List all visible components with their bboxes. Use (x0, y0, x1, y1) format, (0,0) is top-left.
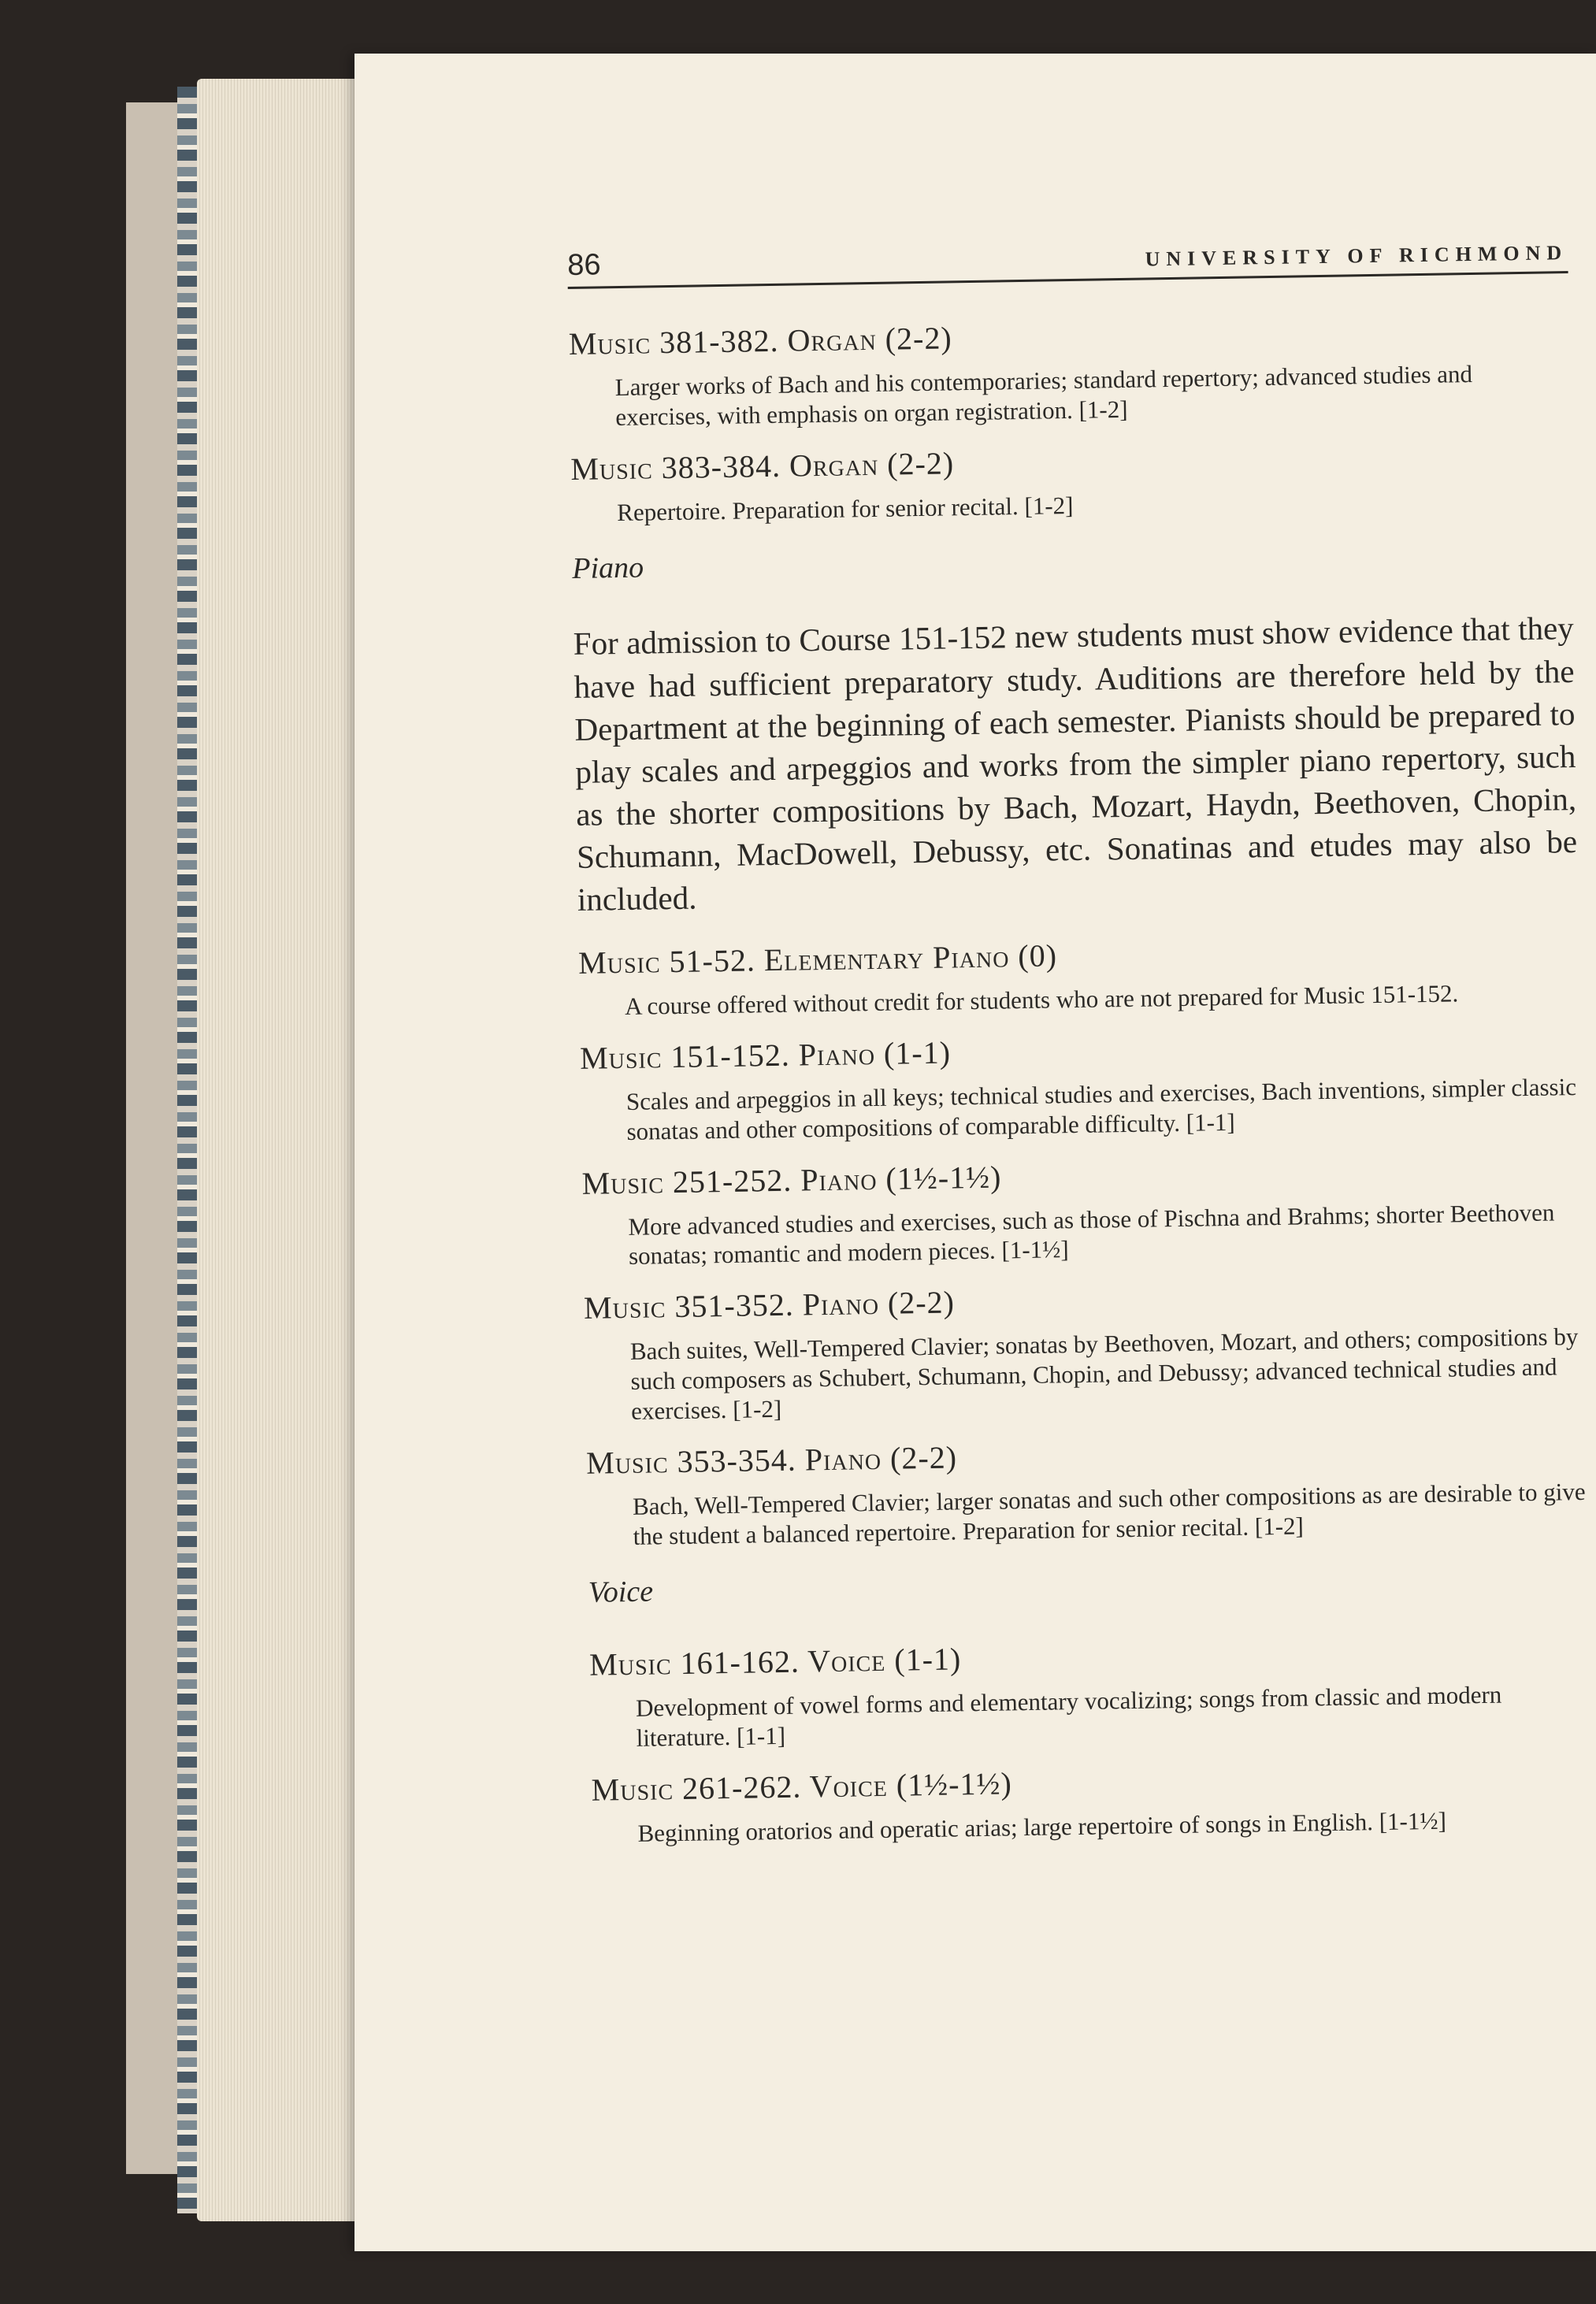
section-heading-voice: Voice (588, 1575, 654, 1610)
course-entry (570, 435, 1572, 529)
course-title: Music 251-252. Piano (1½-1½) (581, 1159, 1002, 1201)
course-description: Repertoire. Preparation for senior recital. [1-2] (616, 491, 1074, 526)
course-entry (589, 1631, 1591, 1754)
page-header (567, 235, 1568, 289)
course-title: Music 51-52. Elementary Piano (0) (577, 937, 1058, 981)
course-title: Music 353-354. Piano (2-2) (585, 1439, 958, 1481)
course-entry (568, 310, 1570, 433)
course-entry (578, 929, 1579, 1022)
course-title: Music 381-382. Organ (2-2) (568, 320, 953, 362)
course-entry (591, 1756, 1592, 1850)
piano-intro-paragraph: For admission to Course 151-152 new students must show evidence that they have had sufficient preparatory study. Auditions are therefore held by the Department at the beginning of each semester. Pianists should be prepared to play scales and arpeggios and works from the simpler piano repertory, such as the shorter compositions by Bach, Mozart, Haydn, Beethoven, Chopin, Schumann, MacDowell, Debussy, etc. Sonatinas and etudes may also be included. (573, 610, 1578, 918)
course-title: Music 383-384. Organ (2-2) (570, 444, 955, 487)
course-description: Bach suites, Well-Tempered Clavier; sonatas by Beethoven, Mozart, and others; compositions by such composers as Schubert, Schumann, Chopin, and Debussy; advanced technical studies and exercises. [1-2] (629, 1323, 1579, 1425)
course-description: More advanced studies and exercises, such as those of Pischna and Brahms; shorter Beethoven sonatas; romantic and modern pieces. [1-1½] (628, 1198, 1555, 1271)
course-description: Scales and arpeggios in all keys; technical studies and exercises, Bach inventions, simpler classic sonatas and other compositions of comparable difficulty. [1-1] (625, 1073, 1577, 1145)
course-title: Music 151-152. Piano (1-1) (579, 1034, 952, 1076)
page-stack (197, 79, 370, 2221)
course-title: Music 351-352. Piano (2-2) (583, 1284, 956, 1326)
course-title: Music 161-162. Voice (1-1) (588, 1641, 962, 1683)
section-heading-piano: Piano (572, 551, 644, 586)
catalog-page (354, 54, 1596, 2251)
course-entry (584, 1274, 1587, 1427)
course-title: Music 261-262. Voice (1½-1½) (591, 1765, 1013, 1808)
course-entry (580, 1024, 1582, 1148)
running-title: UNIVERSITY OF RICHMOND (1145, 241, 1568, 271)
page-content (567, 235, 1593, 1866)
course-entry (586, 1429, 1588, 1553)
course-description: Beginning oratorios and operatic arias; large repertoire of songs in English. [1-1½] (637, 1806, 1447, 1847)
course-description: Bach, Well-Tempered Clavier; larger sonatas and such other compositions as are desirable to give the student a balanced repertoire. Preparation for senior recital. [1-2] (632, 1477, 1586, 1550)
course-description: Development of vowel forms and elementary vocalizing; songs from classic and modern literature. [1-1] (635, 1680, 1502, 1752)
course-description: A course offered without credit for students who are not prepared for Music 151-152. (624, 979, 1459, 1021)
page-number: 86 (566, 248, 601, 282)
course-entry (581, 1149, 1583, 1273)
course-description: Larger works of Bach and his contemporaries; standard repertory; advanced studies and exercises, with emphasis on organ registration. [1-2] (614, 359, 1473, 431)
